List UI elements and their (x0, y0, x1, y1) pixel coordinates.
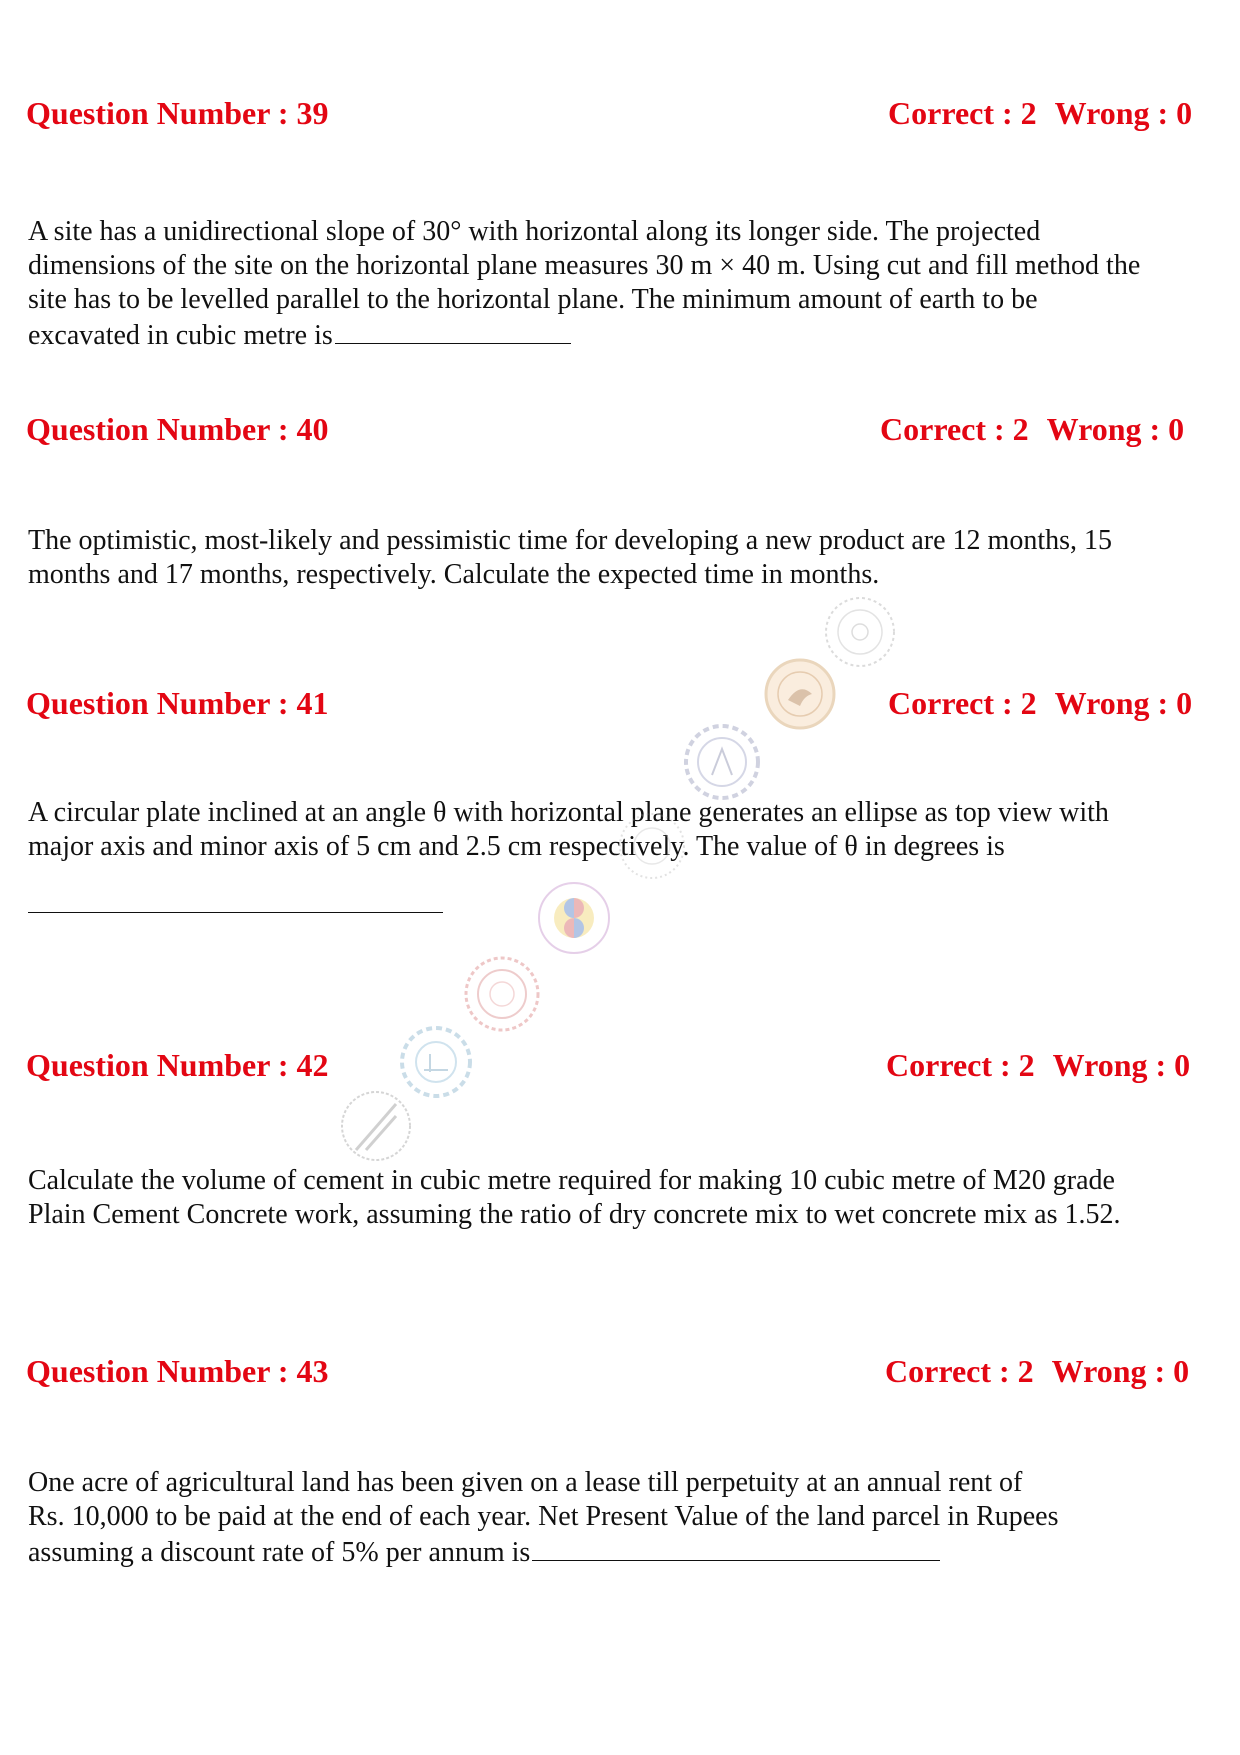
seal-icon (466, 958, 538, 1030)
question-number: Question Number : 39 (26, 95, 329, 131)
question-number: Question Number : 40 (26, 411, 329, 447)
question-text-line: Plain Cement Concrete work, assuming the ratio of dry concrete mix to wet concrete mix as 1.52. (28, 1199, 1121, 1230)
question-header-40 (26, 409, 1204, 449)
marks-info (888, 683, 1192, 723)
question-header-41 (26, 683, 1204, 723)
question-header-43 (26, 1351, 1204, 1391)
question-text-line: site has to be levelled parallel to the horizontal plane. The minimum amount of earth to be (28, 284, 1038, 315)
gear-icon (686, 726, 758, 798)
marks-info (880, 409, 1184, 449)
question-text-line: months and 17 months, respectively. Calculate the expected time in months. (28, 559, 880, 590)
question-text-line: dimensions of the site on the horizontal plane measures 30 m × 40 m. Using cut and fill method the (28, 250, 1141, 281)
answer-blank (532, 1534, 940, 1561)
question-body-40 (28, 524, 1208, 592)
question-text-line: major axis and minor axis of 5 cm and 2.5 cm respectively. The value of θ in degrees is (28, 831, 1005, 862)
question-text-line: Calculate the volume of cement in cubic metre required for making 10 cubic metre of M20 grade (28, 1165, 1115, 1196)
question-header-39 (26, 93, 1204, 133)
answer-blank (28, 912, 443, 913)
question-body-39 (28, 215, 1208, 353)
question-number: Question Number : 43 (26, 1353, 329, 1389)
wrong-marks: Wrong : 0 (1054, 95, 1193, 131)
question-text-line: Rs. 10,000 to be paid at the end of each year. Net Present Value of the land parcel in Rupees (28, 1501, 1059, 1532)
wrong-marks: Wrong : 0 (1054, 685, 1193, 721)
question-number: Question Number : 42 (26, 1047, 329, 1083)
correct-marks: Correct : 2 (885, 1353, 1034, 1389)
answer-blank (335, 317, 571, 344)
wrong-marks: Wrong : 0 (1051, 1353, 1190, 1389)
question-text-line: The optimistic, most-likely and pessimistic time for developing a new product are 12 months, 15 (28, 525, 1113, 556)
question-text-line: assuming a discount rate of 5% per annum is (28, 1537, 531, 1568)
correct-marks: Correct : 2 (880, 411, 1029, 447)
correct-marks: Correct : 2 (888, 95, 1037, 131)
wrong-marks: Wrong : 0 (1046, 411, 1185, 447)
seal-icon (539, 883, 609, 953)
question-text-line: excavated in cubic metre is (28, 320, 333, 351)
seal-icon (826, 598, 894, 666)
seal-icon (342, 1092, 410, 1160)
wrong-marks: Wrong : 0 (1052, 1047, 1191, 1083)
question-body-43 (28, 1466, 1208, 1570)
question-body-42 (28, 1164, 1208, 1232)
question-text-line: A circular plate inclined at an angle θ with horizontal plane generates an ellipse as top view with (28, 797, 1109, 828)
question-number: Question Number : 41 (26, 685, 329, 721)
correct-marks: Correct : 2 (888, 685, 1037, 721)
marks-info (888, 93, 1192, 133)
marks-info (885, 1351, 1189, 1391)
question-header-42 (26, 1045, 1204, 1085)
question-text-line: A site has a unidirectional slope of 30° with horizontal along its longer side. The projected (28, 216, 1041, 247)
question-body-41 (28, 796, 1208, 864)
question-text-line: One acre of agricultural land has been given on a lease till perpetuity at an annual rent of (28, 1467, 1023, 1498)
correct-marks: Correct : 2 (886, 1047, 1035, 1083)
marks-info (886, 1045, 1190, 1085)
